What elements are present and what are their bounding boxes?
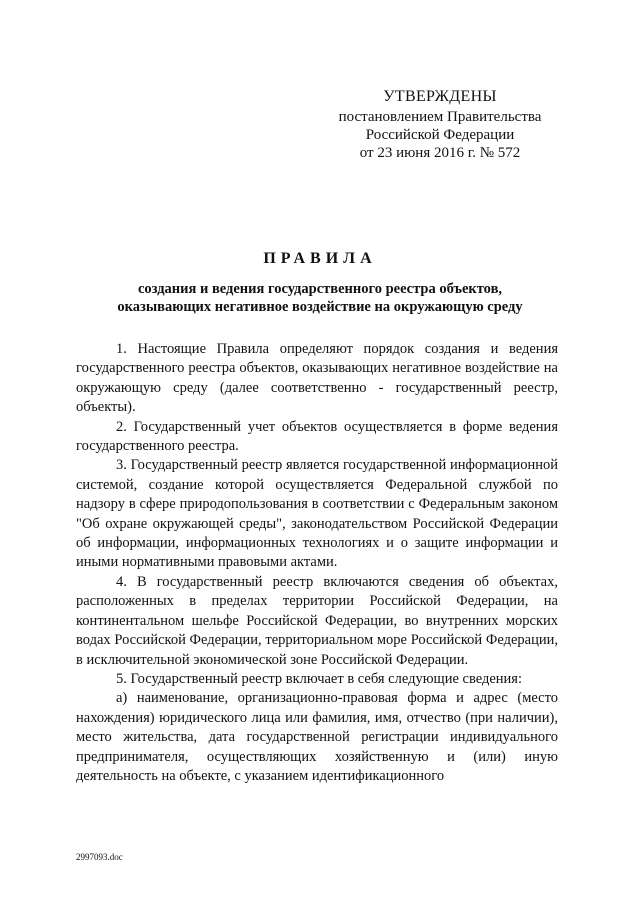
approval-line-date: от 23 июня 2016 г. № 572 bbox=[359, 145, 521, 161]
document-title: ПРАВИЛА bbox=[263, 250, 377, 267]
approval-line-country: Российской Федерации bbox=[365, 127, 515, 143]
paragraph-1: 1. Настоящие Правила определяют порядок создания и ведения государственного реестра объектов, оказывающих негативное воздействие на окружающую среду (далее соответственно - государственный реестр, объекты). bbox=[76, 341, 558, 416]
document-subtitle-line-2: оказывающих негативное воздействие на окружающую среду bbox=[117, 299, 523, 315]
paragraph-5a: а) наименование, организационно-правовая форма и адрес (место нахождения) юридического лица или фамилия, имя, отчество (при наличии), место жительства, дата государственной регистрации индивидуального предпринимателя, осуществляющих хозяйственную и (или) иную деятельность на объекте, с указанием идентификационного bbox=[76, 690, 558, 784]
paragraph-5: 5. Государственный реестр включает в себя следующие сведения: bbox=[116, 670, 522, 687]
paragraph-4: 4. В государственный реестр включаются сведения об объектах, расположенных в пределах территории Российской Федерации, на континентальном шельфе Российской Федерации, во внутренних морских водах Российской Федерации, территориальном море Российской Федерации, в исключительной экономической зоне Российской Федерации. bbox=[76, 573, 558, 668]
approval-stamp bbox=[330, 88, 550, 162]
approval-line-decree: постановлением Правительства bbox=[338, 109, 542, 125]
document-heading bbox=[70, 250, 570, 316]
document-body bbox=[76, 340, 558, 786]
approval-title: УТВЕРЖДЕНЫ bbox=[383, 88, 497, 105]
paragraph-3: 3. Государственный реестр является государственной информационной системой, создание которой осуществляется Федеральной службой по надзору в сфере природопользования в соответствии с Федеральным законом "Об охране окружающей среды", законодательством Российской Федерации об информации, информационных технологиях и о защите информации и иными нормативными правовыми актами. bbox=[76, 457, 558, 571]
document-subtitle-line-1: создания и ведения государственного реестра объектов, bbox=[137, 281, 503, 297]
paragraph-2: 2. Государственный учет объектов осуществляется в форме ведения государственного реестра. bbox=[76, 418, 558, 455]
footer-filename: 2997093.doc bbox=[76, 852, 123, 862]
